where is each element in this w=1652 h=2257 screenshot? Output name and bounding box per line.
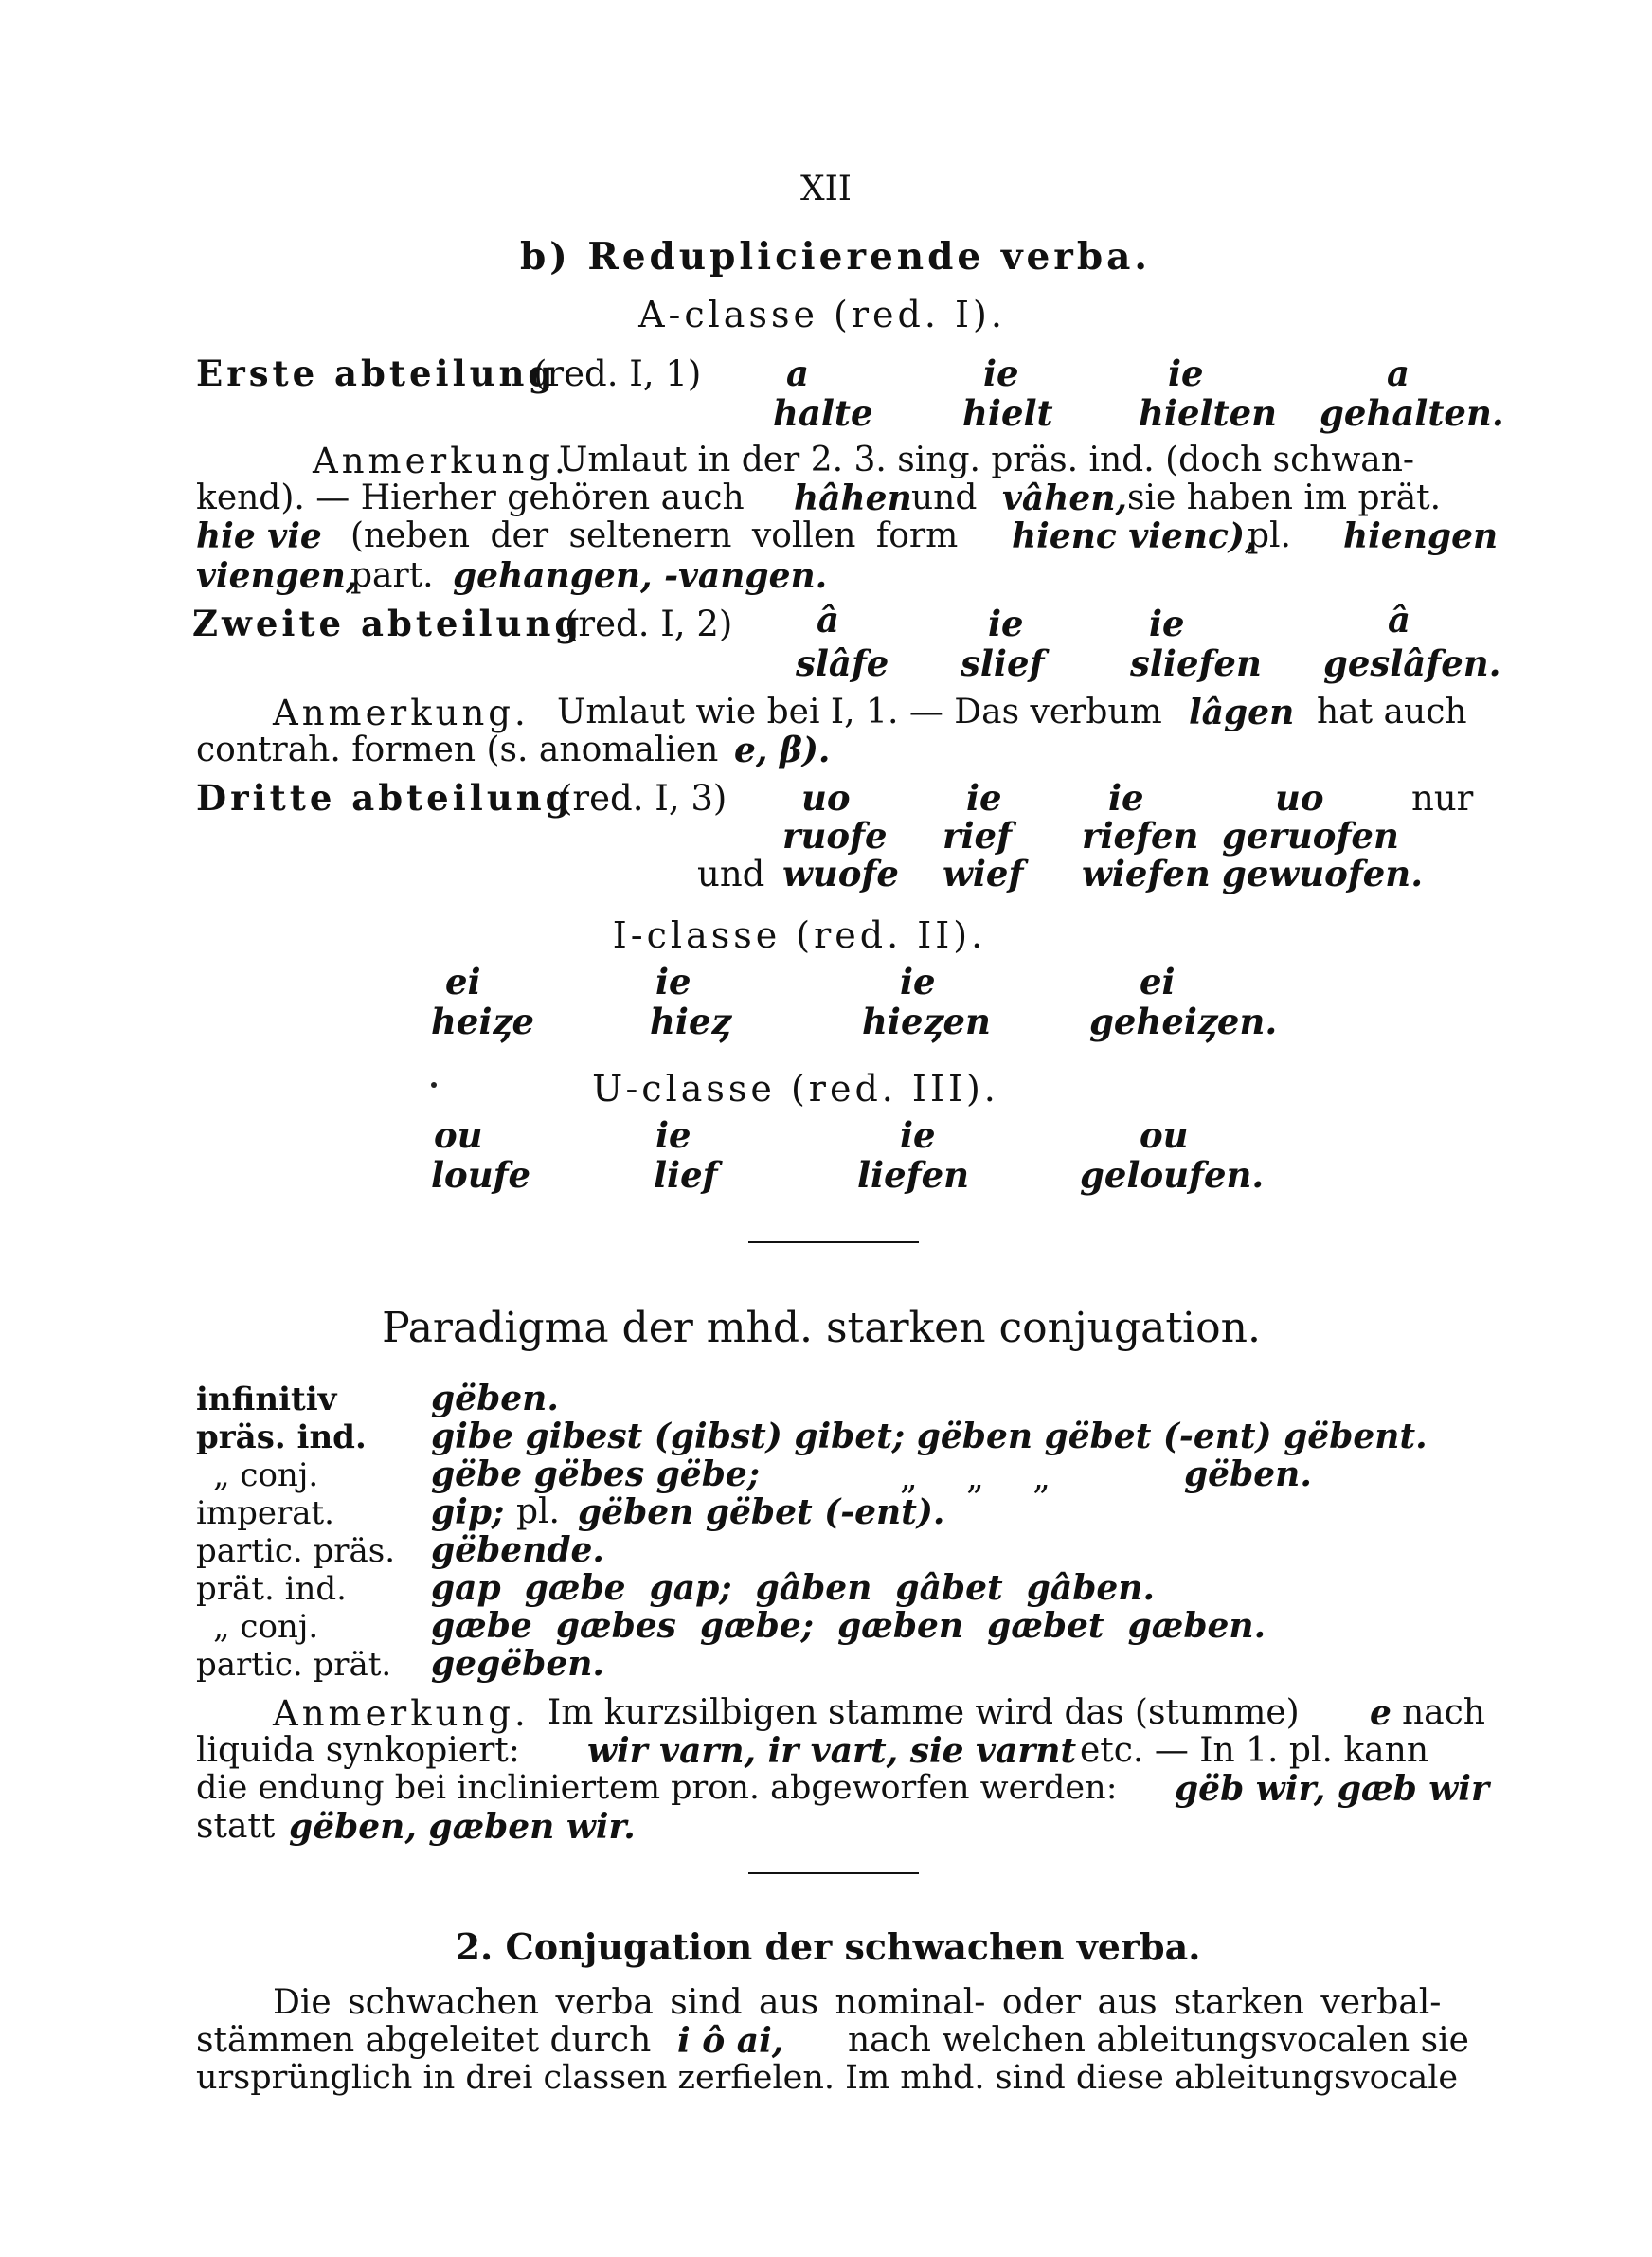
weak-line3: ursprünglich in drei classen zerfielen. Im mhd. sind diese ableitungsvocale: [196, 2059, 1459, 2097]
i-class-vowel-2: ie: [655, 961, 691, 1002]
dritte-form2-4: gewuofen.: [1222, 853, 1424, 894]
weak-line2-c: nach welchen ableitungsvocalen sie: [848, 2021, 1469, 2060]
note2-line2-a: contrah. formen (s. anomalien: [196, 731, 719, 769]
i-class-vowel-4: ei: [1140, 961, 1176, 1002]
note1-line3-e: hiengen: [1343, 516, 1499, 556]
dritte-vowel-1: uo: [801, 777, 851, 819]
u-class-title: U-classe (red. III).: [592, 1068, 999, 1110]
paradigm-note-line4-a: statt: [196, 1807, 276, 1846]
dritte-extra: nur: [1411, 778, 1474, 819]
paradigm-text-praes-ind: gibe gibest (gibst) gibet; gëben gëbet (-ent) gëbent.: [431, 1417, 1428, 1456]
note1-line3-a: hie vie: [196, 516, 322, 556]
paradigm-ditto-praes-conj: „ „ „: [900, 1458, 1050, 1497]
u-class-vowel-3: ie: [900, 1114, 936, 1156]
zweite-form-4: geslâfen.: [1323, 642, 1501, 684]
i-class-form-3: hieȥen: [862, 1001, 991, 1042]
paradigm-label-imperat: imperat.: [196, 1494, 334, 1532]
paradigm-text-infinitiv: gëben.: [431, 1379, 559, 1418]
paradigm-text-praes-conj: gëbe gëbes gëbe;: [431, 1454, 761, 1494]
erste-form-1: halte: [773, 392, 873, 434]
weak-line2-a: stämmen abgeleitet durch: [196, 2021, 652, 2060]
erste-ref: (red. I, 1): [533, 353, 702, 394]
dritte-form2-1: wuofe: [782, 853, 899, 894]
dritte-label: Dritte abteilung: [196, 777, 574, 819]
note1-line3-b: (neben der seltenern vollen form: [350, 516, 959, 555]
note1-line2-d: vâhen,: [1002, 478, 1128, 518]
paradigm-label-praet-ind: prät. ind.: [196, 1570, 347, 1608]
paradigm-note-label: Anmerkung.: [273, 1693, 530, 1734]
dritte-form1-4: geruofen: [1222, 815, 1399, 857]
u-class-vowel-2: ie: [655, 1114, 691, 1156]
paradigm-label-praes-conj: „ conj.: [213, 1456, 319, 1494]
paradigm-label-praes-ind: präs. ind.: [196, 1418, 367, 1456]
note1-line3-c: hienc vienc),: [1012, 516, 1257, 556]
note2-line1-a: Umlaut wie bei I, 1. — Das verbum: [557, 693, 1162, 731]
section-divider: [748, 1241, 919, 1243]
dritte-vowel-3: ie: [1108, 777, 1144, 819]
note1-line2-e: sie haben im prät.: [1127, 478, 1442, 517]
erste-label: Erste abteilung: [196, 352, 557, 394]
dritte-vowel-4: uo: [1275, 777, 1324, 819]
paradigm-label-praet-conj: „ conj.: [213, 1608, 319, 1646]
paradigm-note-line1-c: nach: [1402, 1693, 1485, 1732]
i-class-vowel-3: ie: [900, 961, 936, 1002]
note2-label: Anmerkung.: [273, 693, 530, 733]
i-class-title: I-classe (red. II).: [612, 914, 987, 956]
note1-label: Anmerkung.: [313, 441, 569, 481]
note1-line1: Umlaut in der 2. 3. sing. präs. ind. (doch schwan-: [559, 441, 1415, 479]
u-class-form-1: loufe: [431, 1154, 531, 1196]
paradigm-text-partic-praes: gëbende.: [431, 1530, 604, 1570]
section-heading: b) Reduplicierende verba.: [520, 235, 1151, 279]
zweite-form-1: slâfe: [796, 642, 889, 684]
erste-form-3: hielten: [1139, 392, 1278, 434]
note1-line3-d: pl.: [1248, 516, 1292, 555]
weak-line1: Die schwachen verba sind aus nominal- oder aus starken verbal-: [273, 1983, 1442, 2022]
u-class-form-4: geloufen.: [1080, 1154, 1265, 1196]
paradigm-note-line1-b: e: [1370, 1693, 1392, 1733]
paradigm-tail-praes-conj: gëben.: [1184, 1454, 1312, 1494]
erste-vowel-3: ie: [1168, 352, 1204, 394]
dritte-form2-3: wiefen: [1082, 853, 1211, 894]
note1-line4-c: gehangen, -vangen.: [453, 556, 828, 596]
paradigm-note-line3-a: die endung bei incliniertem pron. abgeworfen werden:: [196, 1769, 1118, 1807]
paradigm-label-partic-praes: partic. präs.: [196, 1532, 396, 1570]
dritte-form1-1: ruofe: [782, 815, 888, 857]
paradigm-note-line2-c: etc. — In 1. pl. kann: [1080, 1731, 1428, 1770]
zweite-form-3: sliefen: [1130, 642, 1262, 684]
note1-line4-a: viengen,: [196, 556, 358, 596]
u-class-vowel-4: ou: [1140, 1114, 1189, 1156]
zweite-label: Zweite abteilung: [192, 603, 584, 644]
dritte-form1-3: riefen: [1082, 815, 1199, 857]
paradigm-text-praet-conj: gæbe gæbes gæbe; gæben gæbet gæben.: [431, 1606, 1266, 1646]
paradigm-label-infinitiv: infinitiv: [196, 1381, 337, 1418]
zweite-vowel-1: â: [817, 599, 839, 641]
weak-line2-b: i ô ai,: [677, 2021, 784, 2061]
paradigm-title: Paradigma der mhd. starken conjugation.: [382, 1304, 1261, 1352]
paradigm-note-line2-a: liquida synkopiert:: [196, 1731, 520, 1770]
paradigm-note-line2-b: wir varn, ir vart, sie varnt: [587, 1731, 1077, 1771]
page-number: XII: [799, 170, 853, 208]
note2-line1-b: lâgen: [1189, 693, 1295, 732]
u-class-form-3: liefen: [857, 1154, 970, 1196]
paradigm-text-praet-ind: gap gæbe gap; gâben gâbet gâben.: [431, 1568, 1155, 1608]
dritte-ref: (red. I, 3): [559, 778, 727, 819]
zweite-ref: (red. I, 2): [565, 604, 733, 644]
erste-form-4: gehalten.: [1320, 392, 1504, 434]
note1-line2-b: hâhen: [794, 478, 912, 518]
i-class-form-1: heiȥe: [431, 1001, 535, 1042]
paradigm-label-partic-praet: partic. prät.: [196, 1646, 392, 1684]
paradigm-note-line4-b: gëben, gæben wir.: [289, 1807, 636, 1847]
note2-line1-c: hat auch: [1317, 693, 1467, 731]
u-class-form-2: lief: [654, 1154, 718, 1196]
paradigm-text-imperat-b: pl.: [516, 1492, 561, 1531]
a-class-title: A-classe (red. I).: [638, 294, 1006, 335]
i-class-vowel-1: ei: [445, 961, 481, 1002]
zweite-vowel-3: ie: [1149, 603, 1185, 644]
dritte-vowel-2: ie: [966, 777, 1002, 819]
erste-vowel-2: ie: [983, 352, 1019, 394]
weak-heading: 2. Conjugation der schwachen verba.: [455, 1925, 1201, 1968]
erste-vowel-4: a: [1387, 352, 1410, 394]
paradigm-text-imperat-a: gip;: [431, 1492, 505, 1532]
note1-line4-b: part.: [350, 556, 434, 595]
erste-vowel-1: a: [786, 352, 809, 394]
paradigm-text-partic-praet: gegëben.: [431, 1644, 604, 1684]
note1-line2-c: und: [911, 478, 978, 517]
dritte-form2-2: wief: [943, 853, 1024, 894]
erste-form-2: hielt: [962, 392, 1053, 434]
dritte-und: und: [697, 854, 765, 894]
section-divider-2: [748, 1872, 919, 1874]
paradigm-text-imperat-c: gëben gëbet (-ent).: [578, 1492, 945, 1532]
paradigm-note-line1-a: Im kurzsilbigen stamme wird das (stumme): [548, 1693, 1300, 1732]
zweite-form-2: slief: [961, 642, 1045, 684]
note2-line2-b: e, β).: [734, 731, 831, 770]
paradigm-note-line3-b: gëb wir, gæb wir: [1175, 1769, 1489, 1809]
zweite-vowel-2: ie: [988, 603, 1024, 644]
i-class-form-4: geheiȥen.: [1089, 1001, 1278, 1042]
u-class-vowel-1: ou: [434, 1114, 483, 1156]
dritte-form1-2: rief: [943, 815, 1013, 857]
note1-line2-a: kend). — Hierher gehören auch: [196, 478, 745, 517]
i-class-form-2: hieȥ: [650, 1001, 731, 1042]
zweite-vowel-4: â: [1388, 599, 1410, 641]
